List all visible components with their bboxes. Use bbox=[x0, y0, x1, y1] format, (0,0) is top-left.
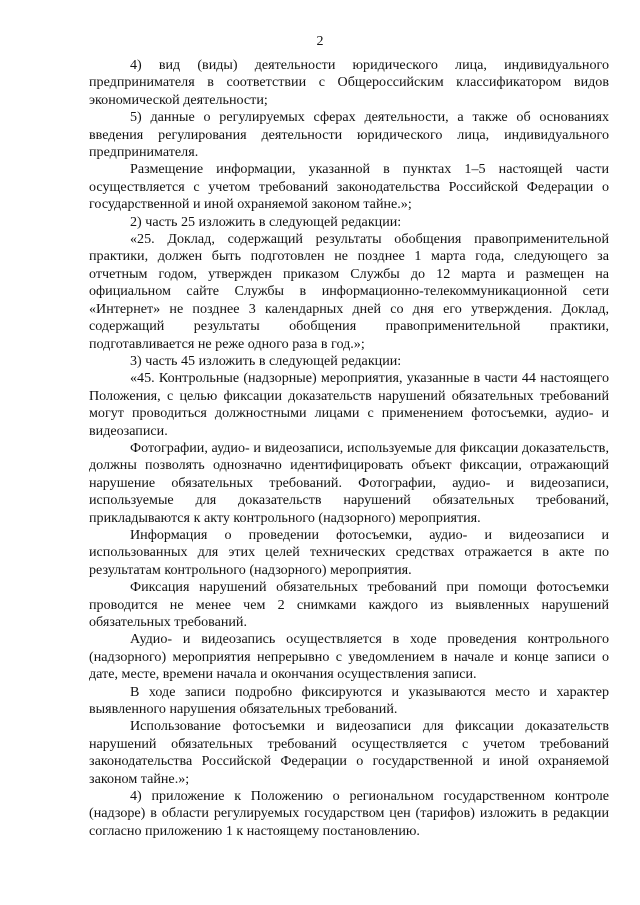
paragraph-amendment-4: 4) приложение к Положению о региональном государственном контроле (надзоре) в области регулируемых государством цен (тарифов) изложить в редакции согласно приложению 1 к настоящему постановлению. bbox=[89, 788, 609, 839]
paragraph-amendment-3: 3) часть 45 изложить в следующей редакции: bbox=[130, 352, 402, 369]
document-body bbox=[89, 57, 609, 840]
paragraph-disclosure-note: Размещение информации, указанной в пунктах 1–5 настоящей части осуществляется с учетом требований законодательства Российской Федерации о государственной и иной охраняемой законом тайне.»; bbox=[89, 161, 609, 213]
paragraph-photo-fixation: Фиксация нарушений обязательных требований при помощи фотосъемки проводится не менее чем 2 снимками каждого из выявленных нарушений обязательных требований. bbox=[89, 579, 609, 630]
paragraph-technical-info: Информация о проведении фотосъемки, аудио- и видеозаписи и использованных для этих целей технических средствах отражается в акте по результатам контрольного (надзорного) мероприятия. bbox=[89, 526, 609, 578]
paragraph-audio-video: Аудио- и видеозапись осуществляется в ходе проведения контрольного (надзорного) мероприятия непрерывно с уведомлением в начале и конце записи о дате, месте, времени начала и окончания осуществления записи. bbox=[89, 631, 609, 683]
paragraph-photos: Фотографии, аудио- и видеозаписи, используемые для фиксации доказательств, должны позволять однозначно идентифицировать объект фиксации, отражающий нарушение обязательных требований. Фотографии, аудио- и видеозаписи, используемые для доказательств нарушений обязательных требований, прикладываются к акту контрольного (надзорного) мероприятия. bbox=[89, 439, 609, 526]
page-number: 2 bbox=[316, 34, 324, 49]
paragraph-recording-details: В ходе записи подробно фиксируются и указываются место и характер выявленного нарушения обязательных требований. bbox=[89, 683, 609, 718]
paragraph-part-45: «45. Контрольные (надзорные) мероприятия, указанные в части 44 настоящего Положения, с целью фиксации доказательств нарушений обязательных требований могут проводиться должностными лицами с применением фотосъемки, аудио- и видеозаписи. bbox=[89, 370, 609, 439]
paragraph-part-25: «25. Доклад, содержащий результаты обобщения правоприменительной практики, должен быть подготовлен не позднее 1 марта года, следующего за отчетным годом, утвержден приказом Службы до 12 марта и размещен на официальном сайте Службы в информационно-телекоммуникационной сети «Интернет» не позднее 3 календарных дней со дня его утверждения. Доклад, содержащий результаты обобщения правоприменительной практики, подготавливается не реже одного раза в год.»; bbox=[89, 231, 609, 352]
paragraph-item-5: 5) данные о регулируемых сферах деятельности, а также об основаниях введения регулирования деятельности юридического лица, индивидуального предпринимателя. bbox=[89, 109, 609, 161]
paragraph-usage-secrecy: Использование фотосъемки и видеозаписи для фиксации доказательств нарушений обязательных требований осуществляется с учетом требований законодательства Российской Федерации о государственной и иной охраняемой законом тайне.»; bbox=[89, 718, 609, 787]
paragraph-item-4: 4) вид (виды) деятельности юридического лица, индивидуального предпринимателя в соответствии с Общероссийским классификатором видов экономической деятельности; bbox=[89, 57, 609, 108]
paragraph-amendment-2: 2) часть 25 изложить в следующей редакции: bbox=[130, 213, 402, 230]
